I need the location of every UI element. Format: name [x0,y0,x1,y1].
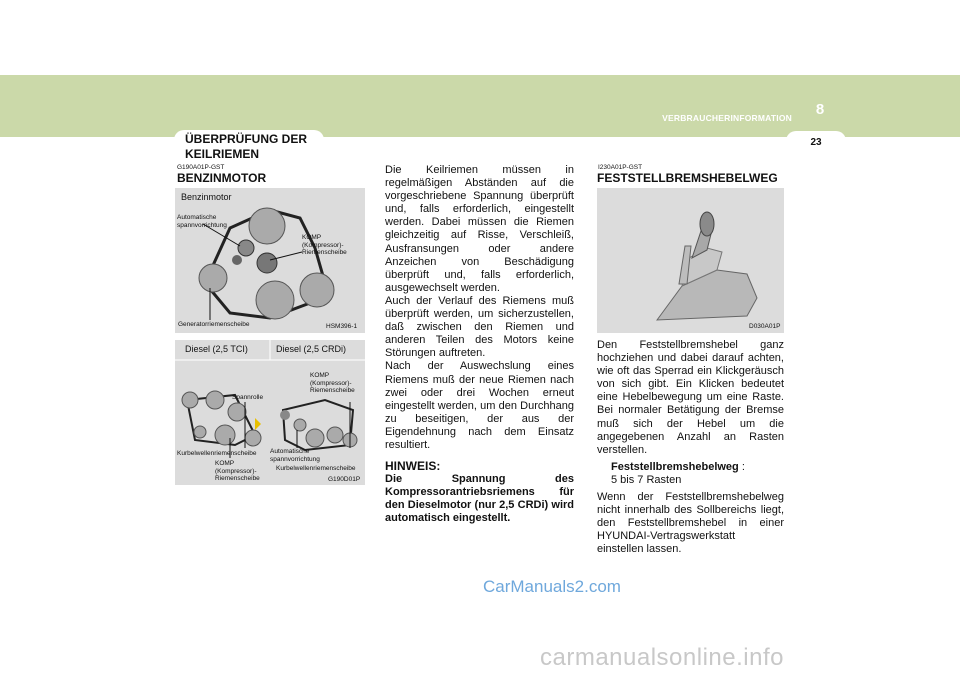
right-section-code: I230A01P-GST [598,164,643,171]
fig1-label-generator: Generatorriemenscheibe [178,321,250,328]
watermark-carmanualsonline: carmanualsonline.info [540,644,784,671]
parking-brake-figure [597,188,784,333]
fig2-label-spannrolle: Spannrolle [232,394,264,401]
fig1-label-tensioner: Automatische spannvorrichtung [177,214,227,229]
fig1-code: HSM396-1 [326,323,358,330]
right-column [597,339,784,557]
spec-value: 5 bis 7 Rasten [611,473,682,486]
warning-title: HINWEIS: [385,459,441,474]
parking-fig-code: D030A01P [749,323,781,330]
watermark-carmanuals2: CarManuals2.com [483,577,621,596]
section-title: ÜBERPRÜFUNG DER KEILRIEMEN [185,132,308,161]
warning-text: Die Spannung des Kompressorantriebsriemens für den Dieselmotor (nur 2,5 CRDi) wird automatisch eingestellt. [385,473,574,525]
paragraph-1: Die Keilriemen müssen in regelmäßigen Abständen auf die vorgeschriebene Spannung überprüft und, falls erforderlich, eingestellt werden. Dabei müssen die Riemen gleichzeitig auf Risse, Verschleiß, Ausfransungen oder andere Anzeichen von Beschädigung überprüft und, falls erforderlich, ausgewechselt werden. [385,164,574,294]
paragraph-2: Auch der Verlauf des Riemens muß überprüft werden, um sicherzustellen, daß zwischen den Riemen und anderen Teilen des Motors keine Störungen auftreten. [385,294,574,360]
chapter-title: VERBRAUCHERINFORMATION [662,113,792,123]
feststellbremse-heading: FESTSTELLBREMSHEBELWEG [597,171,778,185]
section-code: G190A01P-GST [177,164,225,171]
fig2-label-kurbel-right: Kurbelwellenriemenscheibe [276,465,356,472]
chapter-number: 8 [815,101,825,118]
right-paragraph-1: Den Feststellbremshebel ganz hochziehen und dabei darauf achten, wie oft das Sperrad ein Klickgeräusch von sich gibt. Ein Klicken bedeutet eine Hebelbewegung um eine Raste. Bei normaler Betätigung der Bremse muß sich der Hebel um die angegebenen Anzahl an Rasten verstellen. [597,339,784,456]
fig2-label-auto: Automatische spannvorrichtung [270,448,320,463]
fig2-title-right: Diesel (2,5 CRDi) [276,344,347,354]
parking-brake-illustration [597,188,784,333]
benzinmotor-figure [175,188,365,333]
fig2-label-komp-left: KOMP (Kompressor)- Riemenscheibe [215,460,260,482]
paragraph-3: Nach der Auswechslung eines Riemens muß der neue Riemen nach zwei oder drei Wochen erneut eingestellt werden, um den Durchhang zu beseitigen, der aus der Eigendehnung nach dem Einsatz resultiert. [385,360,574,451]
diesel-belt-diagram [175,340,365,485]
fig2-title-left: Diesel (2,5 TCI) [185,344,248,354]
fig1-title: Benzinmotor [181,192,232,202]
spec-line [597,461,784,474]
fig2-label-kurbel-left: Kurbelwellenriemenscheibe [177,450,257,457]
fig2-label-komp-right: KOMP (Kompressor)- Riemenscheibe [310,372,355,394]
fig2-code: G190D01P [328,476,361,483]
spec-sep: : [738,460,745,473]
page-number: 23 [810,137,822,148]
right-paragraph-2: Wenn der Feststellbremshebelweg nicht innerhalb des Sollbereichs liegt, den Feststellbremshebel in einer HYUNDAI-Vertragswerkstatt einstellen lassen. [597,491,784,556]
diesel-figure [175,340,365,485]
spec-label: Feststellbremshebelweg [611,460,739,473]
middle-column [385,164,574,525]
belt-diagram [175,188,365,333]
fig1-label-komp: KOMP (Kompressor)- Riemenscheibe [302,234,347,256]
benzinmotor-heading: BENZINMOTOR [177,171,267,185]
